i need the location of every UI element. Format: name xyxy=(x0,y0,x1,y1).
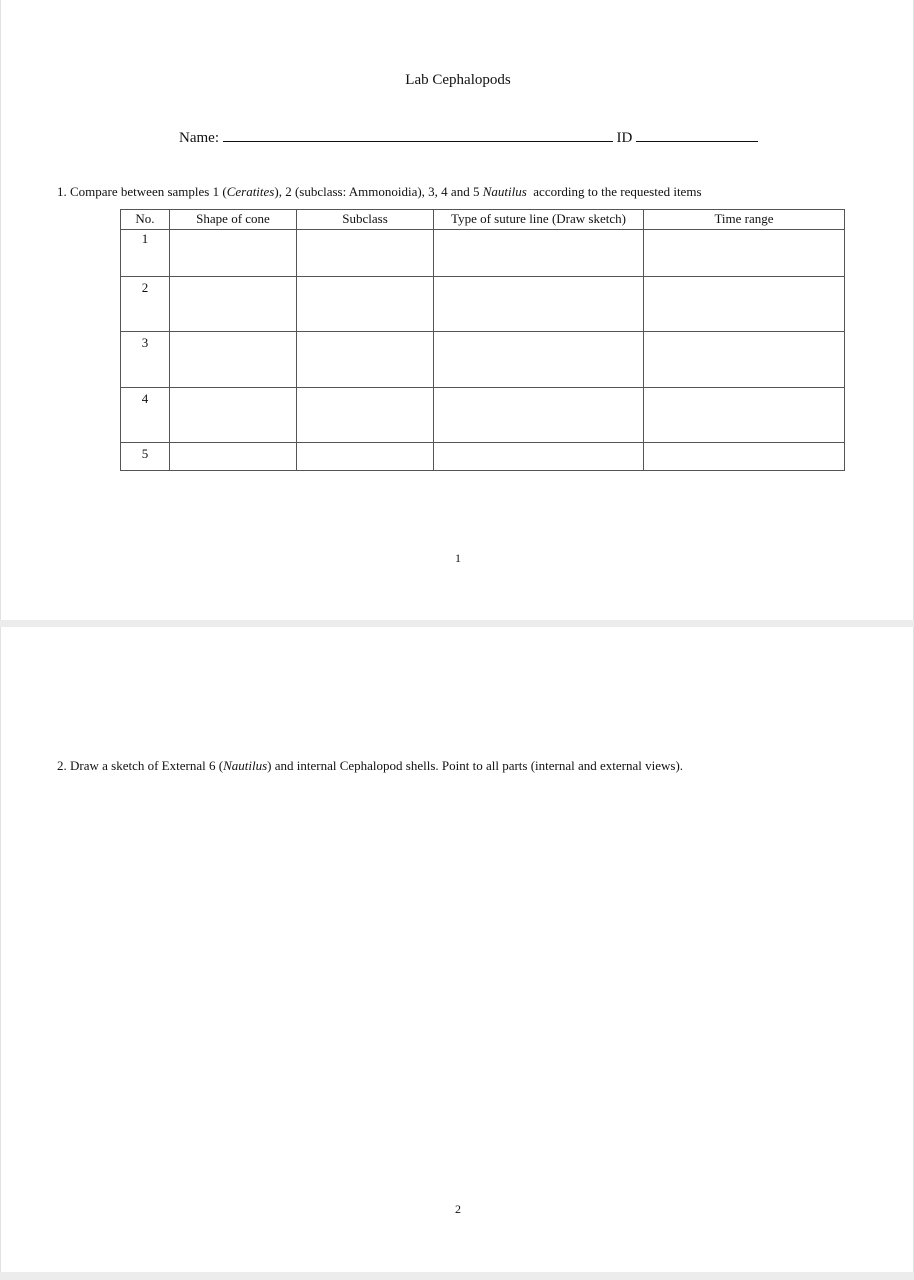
question-1-suffix: according to the requested items xyxy=(526,184,702,199)
cell-suture-line[interactable] xyxy=(434,443,644,471)
cell-shape-of-cone[interactable] xyxy=(170,277,297,332)
question-2-genus-nautilus: Nautilus xyxy=(223,758,268,773)
cell-shape-of-cone[interactable] xyxy=(170,332,297,388)
cell-shape-of-cone[interactable] xyxy=(170,388,297,443)
table-row xyxy=(121,443,845,471)
row-number: 5 xyxy=(121,443,170,471)
cell-subclass[interactable] xyxy=(297,230,434,277)
cell-shape-of-cone[interactable] xyxy=(170,443,297,471)
page-number: 2 xyxy=(455,1202,461,1216)
header-shape-of-cone: Shape of cone xyxy=(170,210,297,230)
cell-subclass[interactable] xyxy=(297,277,434,332)
cell-time-range[interactable] xyxy=(644,388,845,443)
cell-time-range[interactable] xyxy=(644,332,845,388)
name-field[interactable] xyxy=(223,127,613,142)
question-2-suffix: ) and internal Cephalopod shells. Point to all parts (internal and external views). xyxy=(267,758,684,773)
row-number: 4 xyxy=(121,388,170,443)
page-number: 1 xyxy=(455,551,461,565)
question-1-prefix: 1. Compare between samples 1 ( xyxy=(57,184,227,199)
header-suture-line: Type of suture line (Draw sketch) xyxy=(434,210,644,230)
cell-suture-line[interactable] xyxy=(434,230,644,277)
header-subclass: Subclass xyxy=(297,210,434,230)
name-id-line xyxy=(179,127,758,147)
table-row xyxy=(121,388,845,443)
cell-time-range[interactable] xyxy=(644,277,845,332)
header-no: No. xyxy=(121,210,170,230)
comparison-table xyxy=(120,209,845,471)
cell-shape-of-cone[interactable] xyxy=(170,230,297,277)
cell-suture-line[interactable] xyxy=(434,332,644,388)
id-label: ID xyxy=(616,130,633,146)
table-row xyxy=(121,230,845,277)
question-1 xyxy=(57,184,702,200)
table-row xyxy=(121,277,845,332)
page-title: Lab Cephalopods xyxy=(405,72,511,88)
cell-subclass[interactable] xyxy=(297,443,434,471)
name-label: Name: xyxy=(179,130,219,146)
row-number: 2 xyxy=(121,277,170,332)
row-number: 3 xyxy=(121,332,170,388)
question-2-prefix: 2. Draw a sketch of External 6 ( xyxy=(57,758,224,773)
question-1-genus-ceratites: Ceratites xyxy=(226,184,275,199)
id-field[interactable] xyxy=(636,127,758,142)
question-2 xyxy=(57,758,683,774)
cell-time-range[interactable] xyxy=(644,443,845,471)
cell-subclass[interactable] xyxy=(297,388,434,443)
document-page-1 xyxy=(0,0,914,620)
cell-time-range[interactable] xyxy=(644,230,845,277)
cell-subclass[interactable] xyxy=(297,332,434,388)
cell-suture-line[interactable] xyxy=(434,277,644,332)
document-page-2 xyxy=(0,627,914,1272)
header-time-range: Time range xyxy=(644,210,845,230)
question-1-genus-nautilus: Nautilus xyxy=(482,184,527,199)
row-number: 1 xyxy=(121,230,170,277)
cell-suture-line[interactable] xyxy=(434,388,644,443)
table-row xyxy=(121,332,845,388)
table-header-row xyxy=(121,210,845,230)
question-1-middle: ), 2 (subclass: Ammonoidia), 3, 4 and 5 xyxy=(274,184,483,199)
